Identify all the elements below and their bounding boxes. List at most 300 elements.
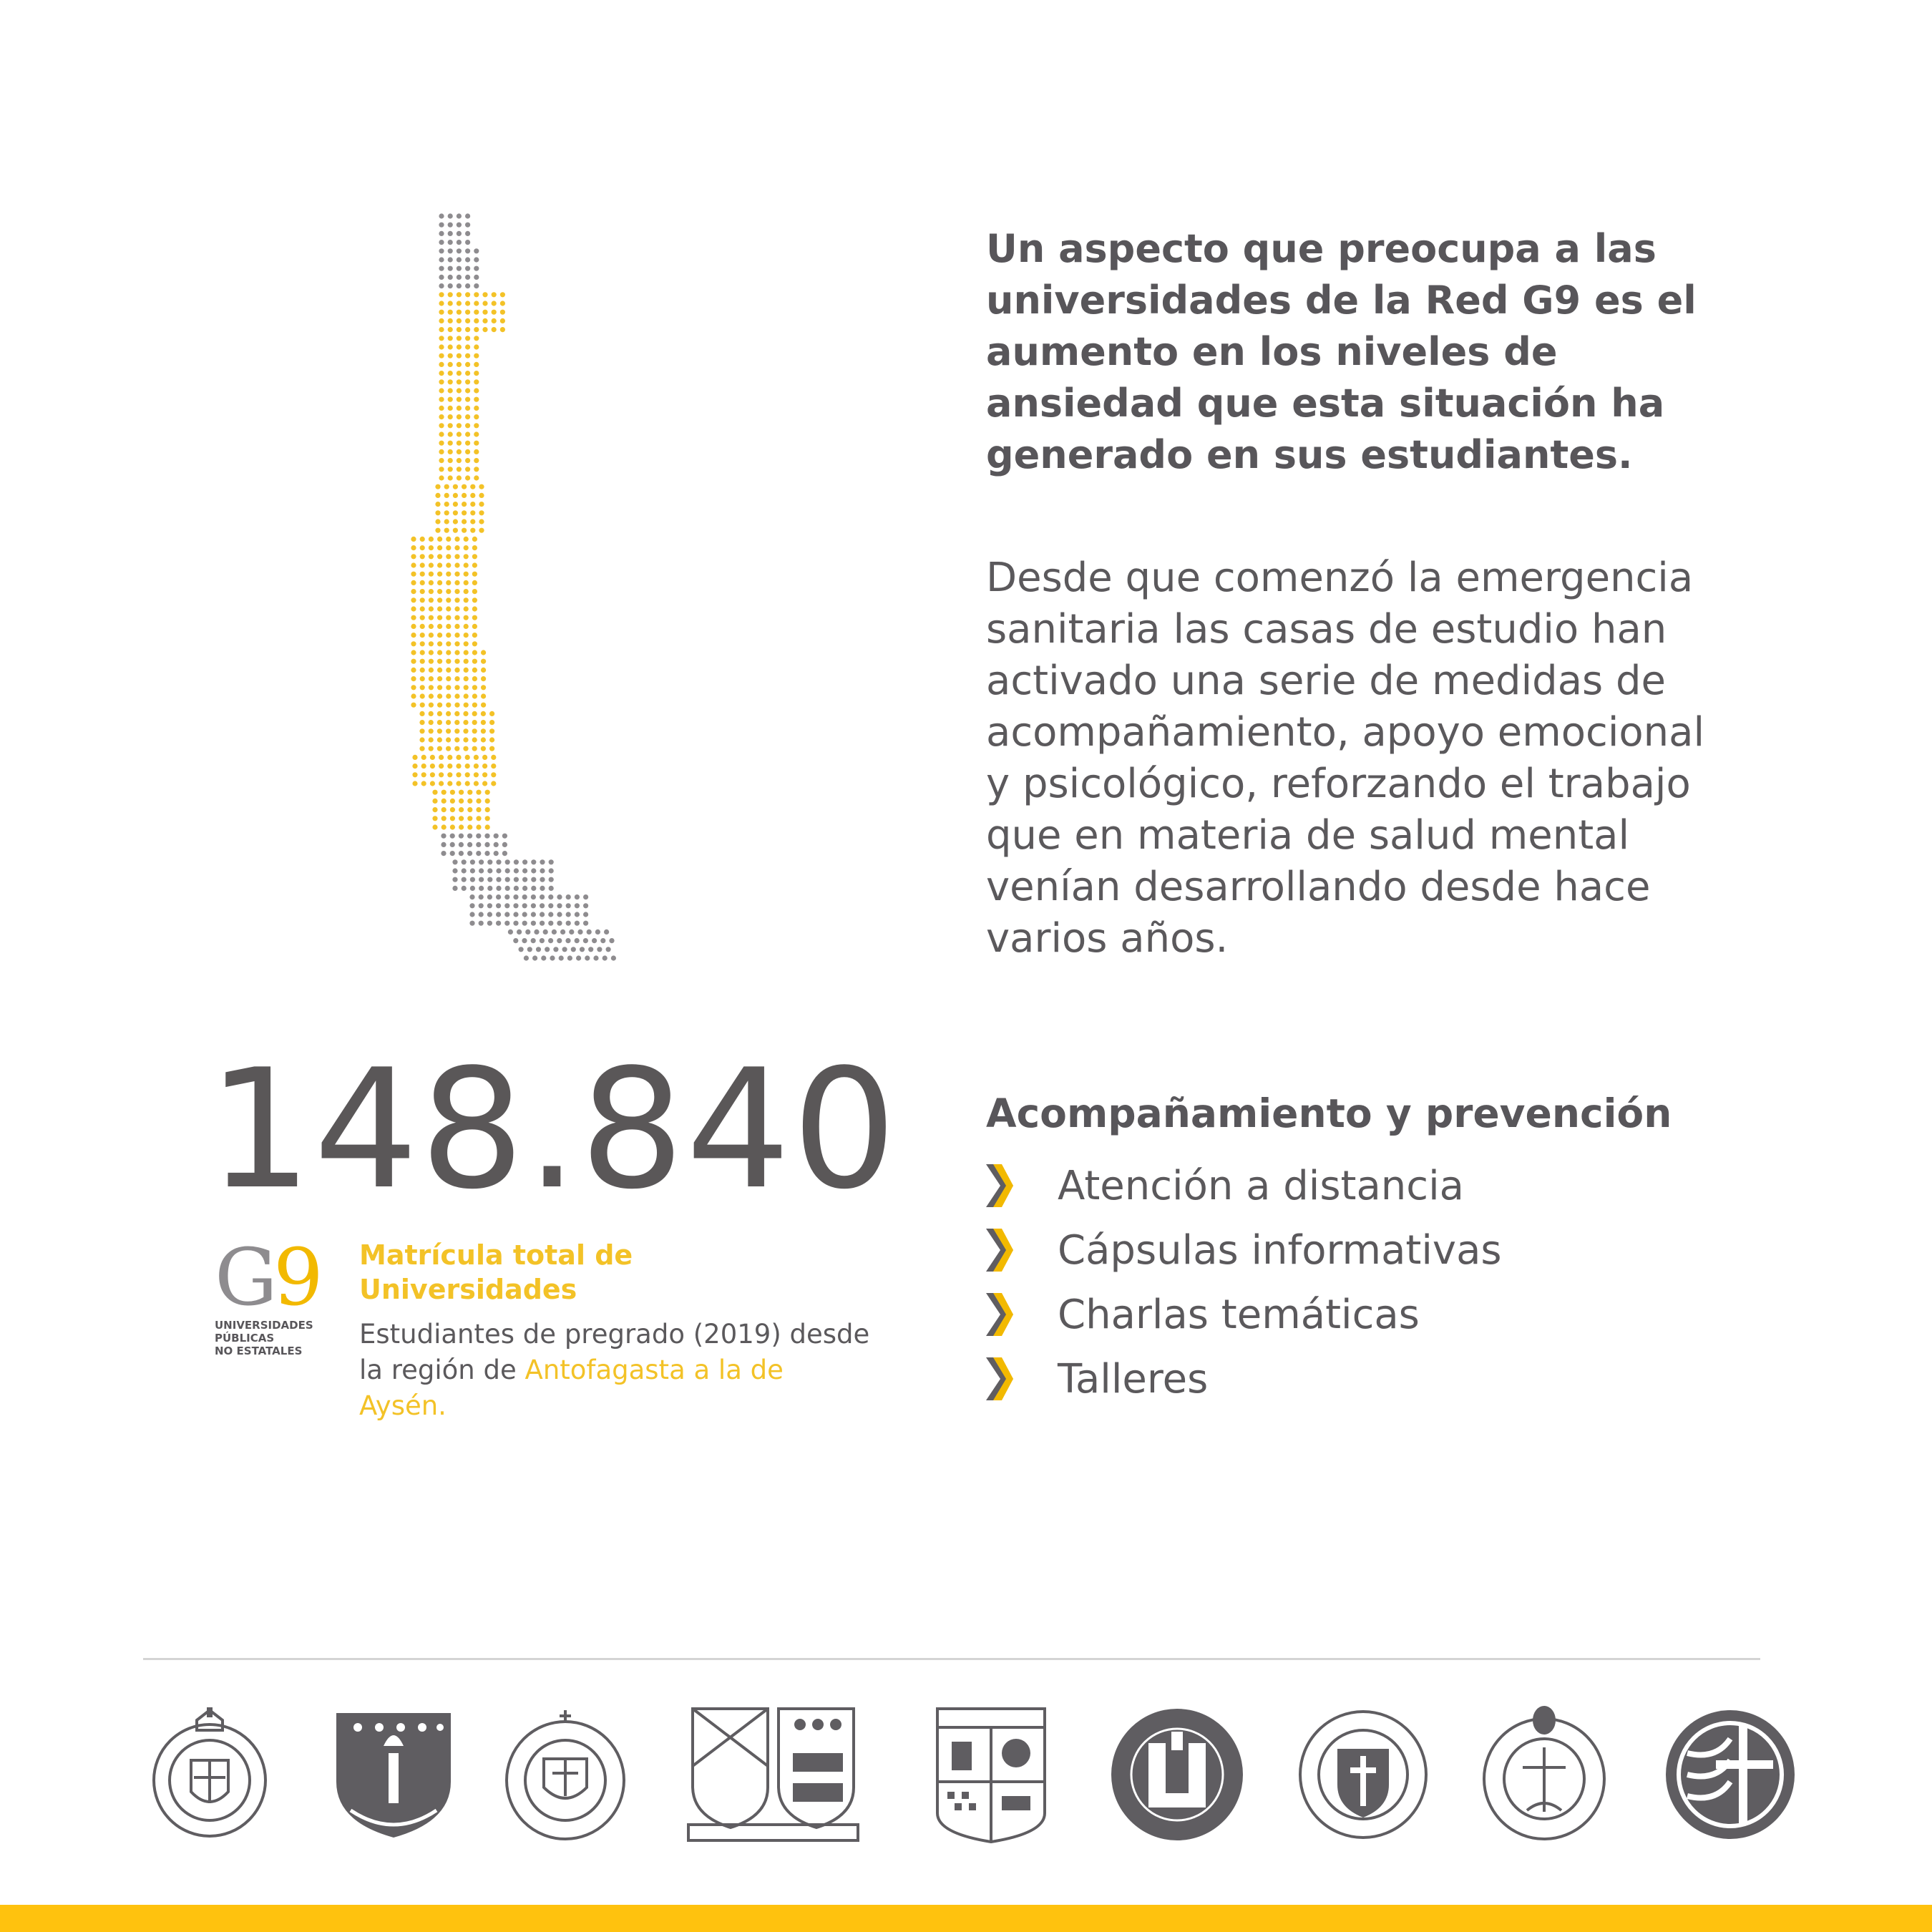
map-dot xyxy=(467,807,472,812)
map-dot xyxy=(437,624,442,629)
map-dot xyxy=(491,755,496,760)
chevron-right-icon xyxy=(986,1293,1015,1336)
map-dot xyxy=(465,362,470,367)
map-dot xyxy=(448,318,453,323)
map-dot xyxy=(457,458,462,463)
map-dot xyxy=(439,423,444,428)
map-dot xyxy=(411,693,416,698)
map-dot xyxy=(439,371,444,376)
measures-list xyxy=(986,1153,1502,1411)
map-dot xyxy=(465,755,470,760)
map-dot xyxy=(514,877,519,882)
map-dot xyxy=(421,781,426,786)
map-dot xyxy=(464,676,469,681)
chevron-right-icon xyxy=(986,1229,1015,1272)
map-dot xyxy=(441,799,447,804)
map-dot xyxy=(448,344,453,349)
map-dot xyxy=(474,292,479,297)
map-dot xyxy=(457,223,462,228)
stat-description-highlight: Antofagasta a la de Aysén. xyxy=(359,1355,784,1421)
list-item-label: Atención a distancia xyxy=(1058,1162,1464,1209)
map-dot xyxy=(437,711,442,716)
map-dot xyxy=(595,930,600,935)
map-dot xyxy=(525,930,530,935)
map-dot xyxy=(447,755,452,760)
map-dot xyxy=(437,693,442,698)
map-dot xyxy=(454,597,459,602)
map-dot xyxy=(411,572,416,577)
headline: Un aspecto que preocupa a las universidades de la Red G9 es el aumento en los niveles de ansiedad que esta situación ha generado en sus estudiantes. xyxy=(986,226,1697,477)
map-dot xyxy=(420,676,425,681)
map-dot xyxy=(474,441,479,446)
map-dot xyxy=(474,379,479,384)
map-dot xyxy=(474,257,479,262)
map-dot xyxy=(456,781,461,786)
map-dot xyxy=(474,406,479,411)
map-dot xyxy=(446,668,451,673)
g9-logo-line: PÚBLICAS xyxy=(215,1332,275,1345)
map-dot xyxy=(465,231,470,236)
map-dot xyxy=(481,703,486,708)
map-dot xyxy=(479,903,484,908)
map-dot xyxy=(411,624,416,629)
map-dot xyxy=(446,746,451,751)
map-dot xyxy=(500,292,505,297)
map-dot xyxy=(474,397,479,402)
map-dot xyxy=(465,414,470,419)
map-dot xyxy=(420,589,425,594)
map-dot xyxy=(439,388,444,393)
map-dot xyxy=(465,397,470,402)
map-dot xyxy=(441,824,447,829)
map-dot xyxy=(496,894,501,899)
map-dot xyxy=(446,711,451,716)
map-dot xyxy=(476,816,481,821)
map-dot xyxy=(465,310,470,315)
map-dot xyxy=(441,816,447,821)
map-dot xyxy=(448,213,453,218)
map-dot xyxy=(489,746,494,751)
map-dot xyxy=(446,545,451,550)
map-dot xyxy=(474,388,479,393)
map-dot xyxy=(472,606,477,611)
map-dot xyxy=(571,947,576,952)
map-dot xyxy=(411,633,416,638)
map-dot xyxy=(465,467,470,472)
map-dot xyxy=(457,248,462,253)
map-dot xyxy=(429,633,434,638)
map-dot xyxy=(540,859,545,864)
map-dot xyxy=(437,589,442,594)
map-dot xyxy=(543,930,548,935)
map-dot xyxy=(470,886,475,891)
map-dot xyxy=(513,894,518,899)
map-dot xyxy=(472,659,477,664)
map-dot xyxy=(439,266,444,271)
map-dot xyxy=(485,790,490,795)
map-dot xyxy=(420,572,425,577)
map-dot xyxy=(472,728,477,733)
map-dot xyxy=(463,720,468,725)
map-dot xyxy=(429,554,434,559)
map-dot xyxy=(439,318,444,323)
map-dot xyxy=(541,955,546,960)
map-dot xyxy=(504,921,509,926)
enrollment-number: 148.840 xyxy=(208,1035,899,1226)
map-dot xyxy=(439,231,444,236)
map-dot xyxy=(479,886,484,891)
map-dot xyxy=(489,711,494,716)
map-dot xyxy=(476,824,481,829)
map-dot xyxy=(439,248,444,253)
map-dot xyxy=(592,938,597,943)
map-dot xyxy=(420,685,425,690)
map-dot xyxy=(484,842,489,847)
map-dot xyxy=(540,921,545,926)
map-dot xyxy=(464,624,469,629)
map-dot xyxy=(560,930,565,935)
map-dot xyxy=(465,240,470,245)
map-dot xyxy=(485,799,490,804)
map-dot xyxy=(463,746,468,751)
map-dot xyxy=(464,537,469,542)
map-dot xyxy=(465,458,470,463)
map-dot xyxy=(465,353,470,358)
list-item-label: Talleres xyxy=(1058,1355,1209,1402)
chile-dot-map xyxy=(0,0,644,1002)
map-dot xyxy=(459,807,464,812)
map-dot xyxy=(429,572,434,577)
map-dot xyxy=(583,903,588,908)
map-dot xyxy=(481,650,486,655)
map-dot xyxy=(420,554,425,559)
map-dot xyxy=(411,650,416,655)
map-dot xyxy=(566,921,571,926)
map-dot xyxy=(472,641,477,646)
map-dot xyxy=(476,799,481,804)
map-dot xyxy=(454,676,459,681)
map-dot xyxy=(562,947,567,952)
map-dot xyxy=(429,589,434,594)
map-dot xyxy=(540,868,545,873)
map-dot xyxy=(514,868,519,873)
map-dot xyxy=(484,834,489,839)
map-dot xyxy=(432,824,437,829)
map-dot xyxy=(457,336,462,341)
map-dot xyxy=(450,842,455,847)
map-dot xyxy=(439,362,444,367)
map-dot xyxy=(593,955,598,960)
map-dot xyxy=(456,763,461,769)
map-dot xyxy=(457,388,462,393)
map-dot xyxy=(474,266,479,271)
map-dot xyxy=(462,493,467,498)
map-dot xyxy=(540,938,545,943)
map-dot xyxy=(454,685,459,690)
map-dot xyxy=(492,318,497,323)
map-dot xyxy=(446,562,451,567)
map-dot xyxy=(448,266,453,271)
map-dot xyxy=(472,746,477,751)
map-dot xyxy=(587,930,592,935)
map-dot xyxy=(494,834,499,839)
map-dot xyxy=(474,336,479,341)
map-dot xyxy=(464,572,469,577)
map-dot xyxy=(457,414,462,419)
map-dot xyxy=(575,903,580,908)
map-dot xyxy=(462,859,467,864)
map-dot xyxy=(453,493,458,498)
map-dot xyxy=(439,449,444,454)
map-dot xyxy=(437,720,442,725)
map-dot xyxy=(420,545,425,550)
map-dot xyxy=(437,746,442,751)
map-dot xyxy=(476,807,481,812)
map-dot xyxy=(470,502,475,507)
map-dot xyxy=(432,799,437,804)
map-dot xyxy=(474,371,479,376)
map-dot xyxy=(465,248,470,253)
map-dot xyxy=(583,938,588,943)
map-dot xyxy=(474,475,479,480)
map-dot xyxy=(567,955,572,960)
map-dot xyxy=(459,834,464,839)
map-dot xyxy=(469,903,474,908)
map-dot xyxy=(485,816,490,821)
map-dot xyxy=(457,431,462,436)
map-dot xyxy=(439,257,444,262)
map-dot xyxy=(412,772,417,777)
map-dot xyxy=(479,519,484,524)
map-dot xyxy=(432,790,437,795)
map-dot xyxy=(569,930,574,935)
map-dot xyxy=(446,685,451,690)
map-dot xyxy=(448,292,453,297)
map-dot xyxy=(469,921,474,926)
map-dot xyxy=(439,223,444,228)
map-dot xyxy=(439,275,444,280)
map-dot xyxy=(505,886,510,891)
map-dot xyxy=(464,650,469,655)
map-dot xyxy=(502,834,507,839)
map-dot xyxy=(446,624,451,629)
map-dot xyxy=(522,877,527,882)
map-dot xyxy=(496,877,501,882)
map-dot xyxy=(457,379,462,384)
map-dot xyxy=(439,310,444,315)
map-dot xyxy=(549,877,554,882)
map-dot xyxy=(429,728,434,733)
map-dot xyxy=(585,955,590,960)
map-dot xyxy=(487,921,492,926)
map-dot xyxy=(448,449,453,454)
map-dot xyxy=(429,703,434,708)
map-dot xyxy=(457,318,462,323)
map-dot xyxy=(514,886,519,891)
map-dot xyxy=(446,537,451,542)
map-dot xyxy=(465,327,470,332)
list-heading: Acompañamiento y prevención xyxy=(986,1091,1672,1136)
map-dot xyxy=(479,868,484,873)
g9-logo-line: UNIVERSIDADES xyxy=(215,1319,313,1332)
map-dot xyxy=(439,397,444,402)
map-dot xyxy=(421,772,426,777)
map-dot xyxy=(454,693,459,698)
map-dot xyxy=(457,240,462,245)
map-dot xyxy=(448,248,453,253)
map-dot xyxy=(420,580,425,585)
map-dot xyxy=(479,528,484,533)
map-dot xyxy=(437,659,442,664)
map-dot xyxy=(448,336,453,341)
catolica-temuco-crest xyxy=(1659,1703,1802,1846)
map-dot xyxy=(435,484,440,489)
map-dot xyxy=(446,606,451,611)
map-dot xyxy=(479,894,484,899)
map-dot xyxy=(464,597,469,602)
map-dot xyxy=(465,423,470,428)
map-dot xyxy=(566,912,571,917)
map-dot xyxy=(420,615,425,620)
map-dot xyxy=(448,240,453,245)
map-dot xyxy=(454,703,459,708)
map-dot xyxy=(553,947,558,952)
map-dot xyxy=(524,955,529,960)
map-dot xyxy=(464,703,469,708)
map-dot xyxy=(494,842,499,847)
map-dot xyxy=(496,912,501,917)
map-dot xyxy=(420,633,425,638)
map-dot xyxy=(429,624,434,629)
map-dot xyxy=(439,301,444,306)
map-dot xyxy=(446,659,451,664)
map-dot xyxy=(481,746,486,751)
map-dot xyxy=(446,572,451,577)
map-dot xyxy=(457,213,462,218)
map-dot xyxy=(472,597,477,602)
map-dot xyxy=(448,362,453,367)
map-dot xyxy=(411,597,416,602)
map-dot xyxy=(437,737,442,742)
map-dot xyxy=(444,502,449,507)
map-dot xyxy=(522,886,527,891)
map-dot xyxy=(419,728,424,733)
map-dot xyxy=(448,257,453,262)
map-dot xyxy=(454,554,459,559)
map-dot xyxy=(430,781,435,786)
map-dot xyxy=(474,781,479,786)
map-dot xyxy=(465,266,470,271)
map-dot xyxy=(472,589,477,594)
map-dot xyxy=(531,938,536,943)
map-dot xyxy=(454,589,459,594)
g9-logo-line: NO ESTATALES xyxy=(215,1345,303,1357)
map-dot xyxy=(463,711,468,716)
map-dot xyxy=(457,406,462,411)
map-dot xyxy=(469,912,474,917)
map-dot xyxy=(450,790,455,795)
map-dot xyxy=(448,353,453,358)
map-dot xyxy=(479,921,484,926)
map-dot xyxy=(479,859,484,864)
map-dot xyxy=(420,641,425,646)
map-dot xyxy=(446,650,451,655)
map-dot xyxy=(482,763,487,769)
map-dot xyxy=(474,275,479,280)
map-dot xyxy=(429,668,434,673)
chevron-right-icon xyxy=(986,1357,1015,1400)
map-dot xyxy=(465,431,470,436)
map-dot xyxy=(472,554,477,559)
map-dot xyxy=(472,668,477,673)
map-dot xyxy=(450,834,455,839)
map-dot xyxy=(457,266,462,271)
map-dot xyxy=(474,283,479,288)
map-dot xyxy=(479,510,484,515)
map-dot xyxy=(419,720,424,725)
map-dot xyxy=(481,668,486,673)
map-dot xyxy=(465,344,470,349)
map-dot xyxy=(588,947,593,952)
map-dot xyxy=(457,441,462,446)
map-dot xyxy=(454,659,459,664)
map-dot xyxy=(457,467,462,472)
austral-crest xyxy=(930,1703,1052,1846)
map-dot xyxy=(457,475,462,480)
map-dot xyxy=(489,737,494,742)
map-dot xyxy=(429,746,434,751)
map-dot xyxy=(470,519,475,524)
map-dot xyxy=(456,755,461,760)
map-dot xyxy=(420,668,425,673)
map-dot xyxy=(472,633,477,638)
divider xyxy=(143,1658,1760,1660)
map-dot xyxy=(467,851,472,856)
map-dot xyxy=(540,894,545,899)
map-dot xyxy=(411,562,416,567)
stat-description xyxy=(359,1317,874,1424)
map-dot xyxy=(464,615,469,620)
map-dot xyxy=(487,877,492,882)
map-dot xyxy=(489,720,494,725)
map-dot xyxy=(496,921,501,926)
map-dot xyxy=(420,659,425,664)
map-dot xyxy=(446,737,451,742)
pucv-crest xyxy=(494,1703,637,1846)
map-dot xyxy=(429,641,434,646)
map-dot xyxy=(457,353,462,358)
map-dot xyxy=(464,554,469,559)
map-dot xyxy=(430,763,435,769)
map-dot xyxy=(492,310,497,315)
g9-logo-nine: 9 xyxy=(273,1231,323,1323)
map-dot xyxy=(491,763,496,769)
map-dot xyxy=(482,301,487,306)
map-dot xyxy=(439,327,444,332)
map-dot xyxy=(420,562,425,567)
map-dot xyxy=(487,903,492,908)
map-dot xyxy=(441,834,446,839)
map-dot xyxy=(420,650,425,655)
map-dot xyxy=(465,449,470,454)
map-dot xyxy=(452,877,457,882)
map-dot xyxy=(437,685,442,690)
map-dot xyxy=(476,842,481,847)
map-dot xyxy=(550,955,555,960)
map-dot xyxy=(472,562,477,567)
map-dot xyxy=(437,615,442,620)
map-dot xyxy=(513,903,518,908)
